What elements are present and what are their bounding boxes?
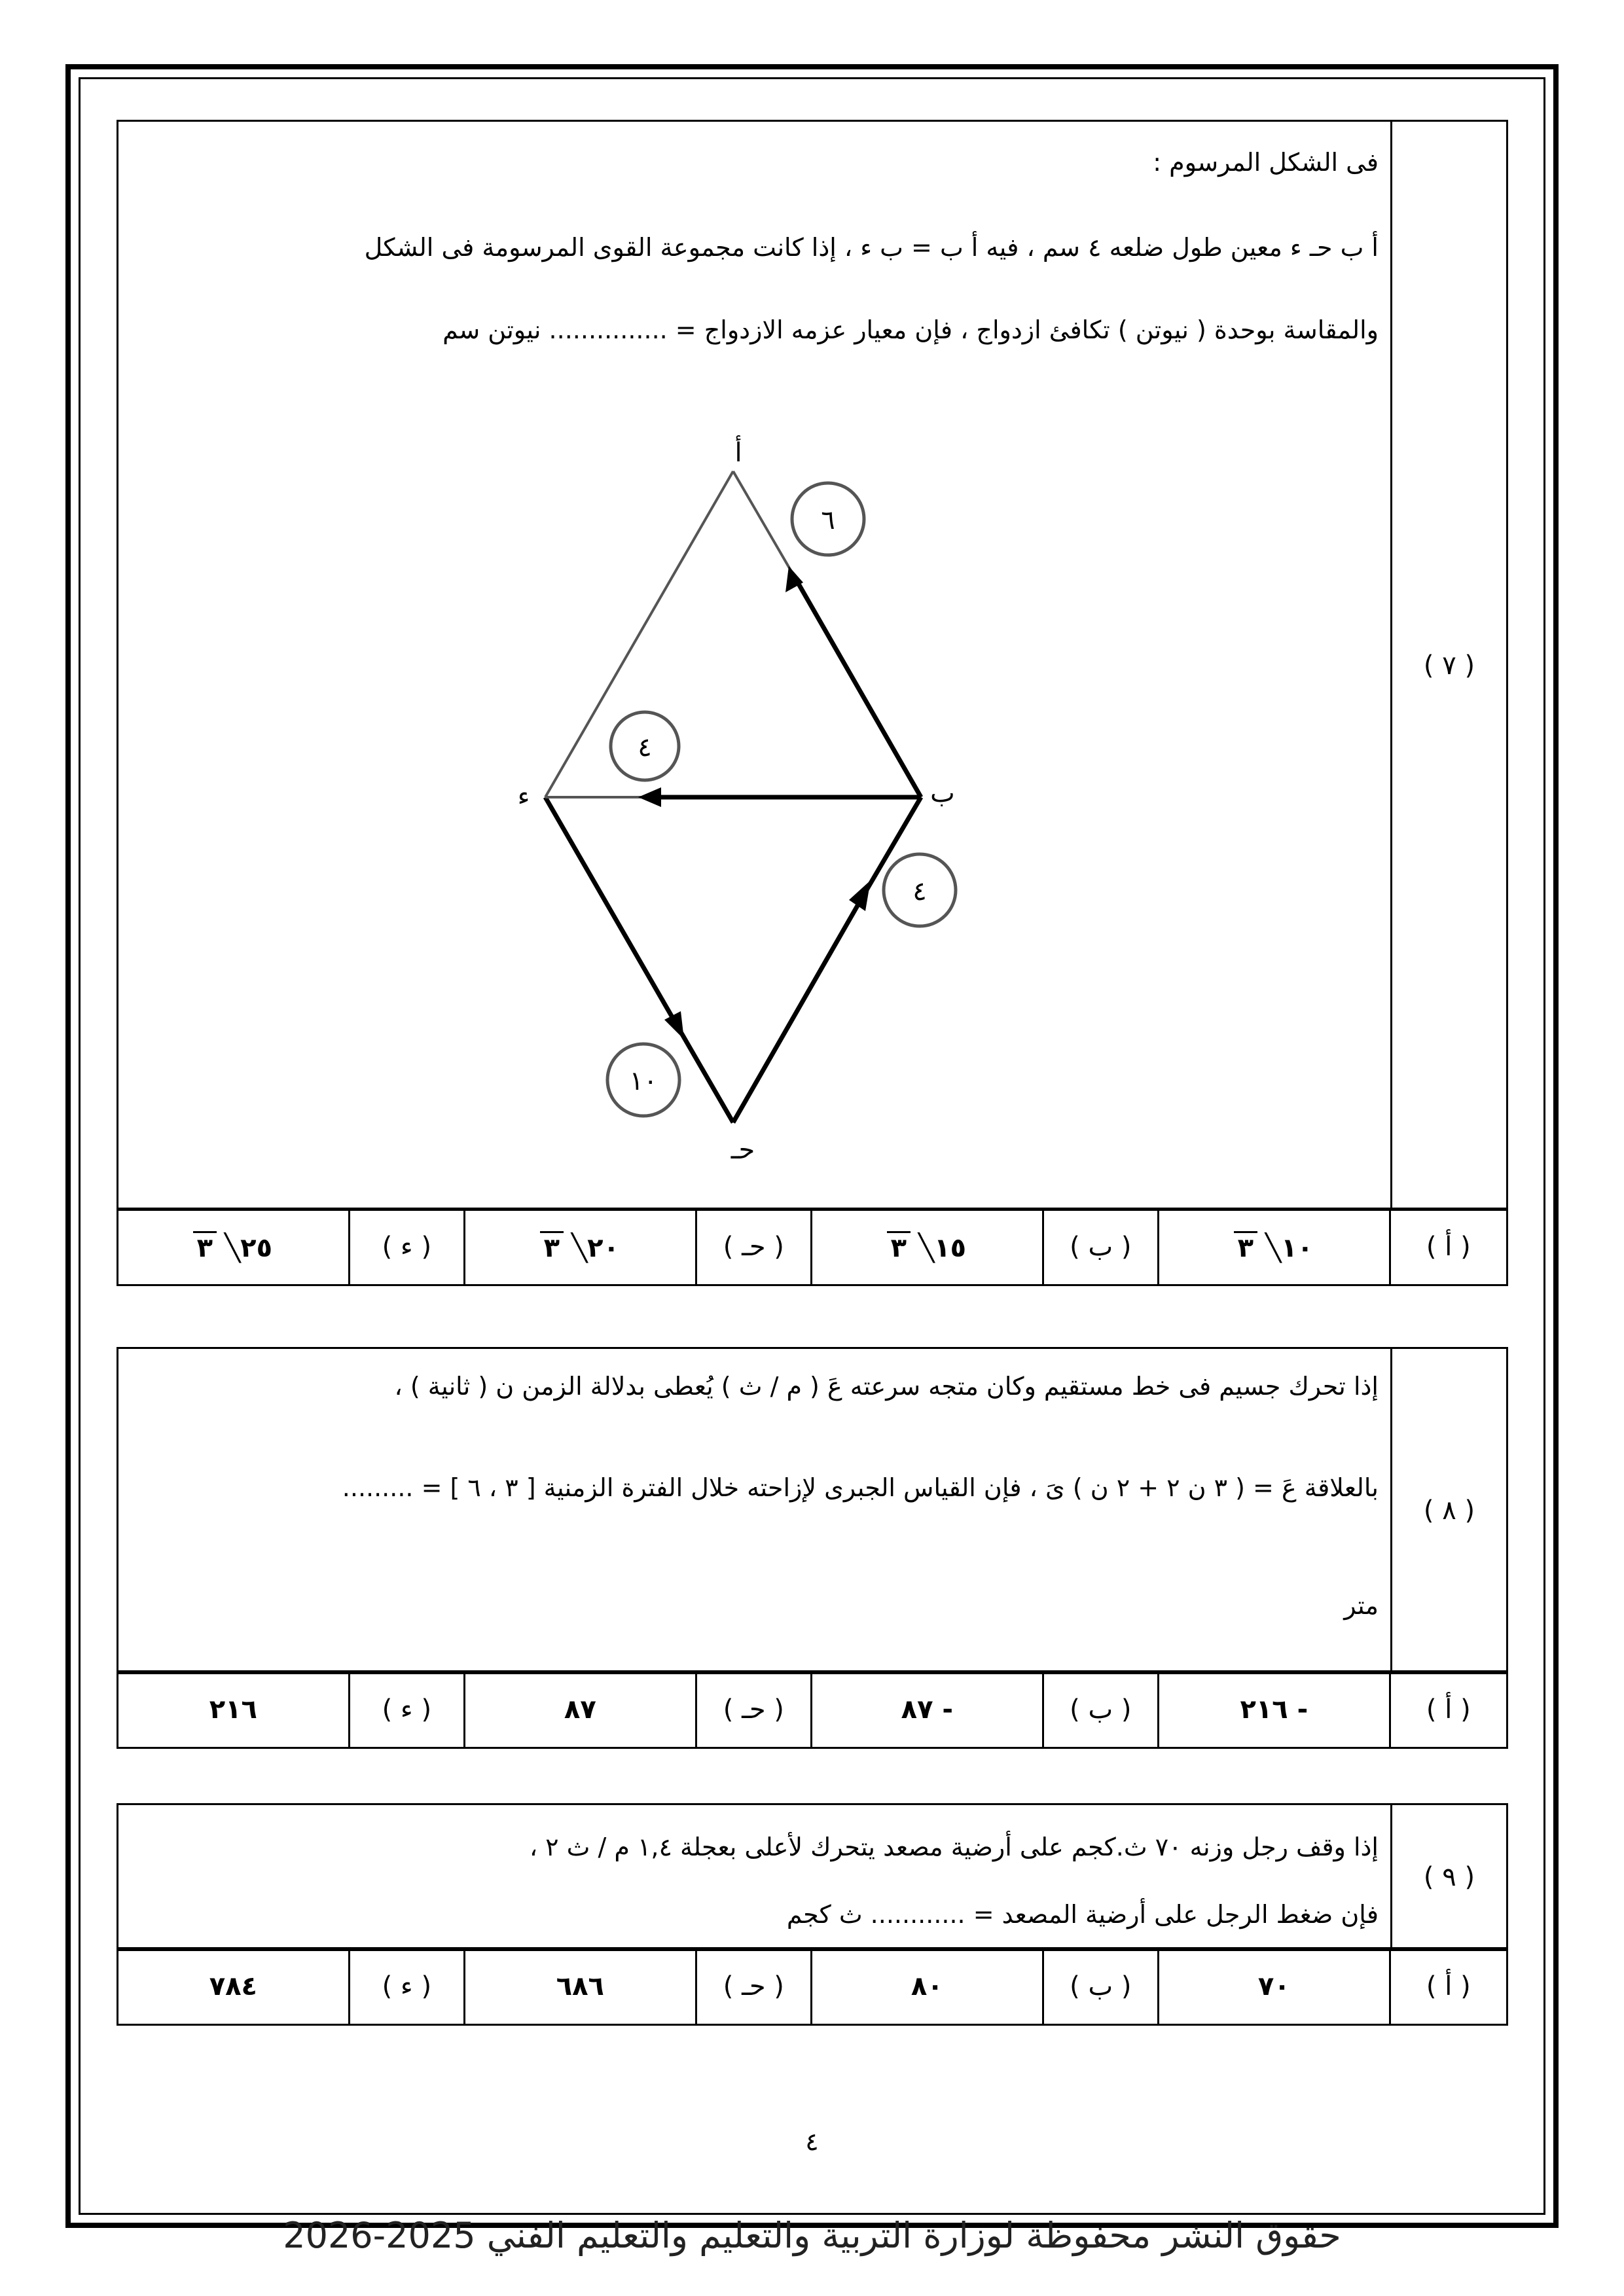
question-9-line-2: فإن ضغط الرجل على أرضية المصعد = ............ ث كجم: [786, 1900, 1379, 1929]
q8-choice-d-value[interactable]: ٢١٦: [118, 1672, 350, 1747]
q8-choice-c-label: ( حـ ): [697, 1672, 812, 1747]
question-7-number: ( ٧ ): [1390, 122, 1506, 1209]
q8-choice-b-value[interactable]: - ٨٧: [812, 1672, 1044, 1747]
q7-choice-d-label: ( ء ): [350, 1210, 465, 1284]
q8-choice-a-label: ( أ ): [1426, 1695, 1471, 1725]
force-label-bd: ٤: [638, 732, 652, 762]
force-line-ba: [794, 576, 921, 797]
force-label-ba: ٦: [821, 505, 835, 535]
question-8-box: [117, 1347, 1508, 1674]
q7-choice-a-value[interactable]: ٣ ╲ ١٠: [1159, 1210, 1391, 1284]
q7-choice-d-value[interactable]: ٣ ╲ ٢٥: [118, 1210, 350, 1284]
question-9-box: [117, 1803, 1508, 1951]
vertex-label-c: حـ: [731, 1135, 755, 1165]
q8-choice-d-label: ( ء ): [350, 1672, 465, 1747]
q7-choice-c-value[interactable]: ٣ ╲ ٢٠: [465, 1210, 697, 1284]
side-dc-rest: [677, 1026, 733, 1122]
q7-choice-c-label: ( حـ ): [697, 1210, 812, 1284]
q7-choice-b-value[interactable]: ٣ ╲ ١٥: [812, 1210, 1044, 1284]
question-8-choices: [117, 1670, 1508, 1749]
force-label-cb: ٤: [912, 876, 927, 906]
question-9-text: [118, 1805, 1390, 1949]
q9-choice-a-value[interactable]: ٧٠: [1159, 1949, 1391, 2024]
question-7-line-3: والمقاسة بوحدة ( نيوتن ) تكافئ ازدواج ، فإن معيار عزمه الازدواج = ............... نيوتن سم: [442, 315, 1379, 344]
question-7-choices: [117, 1208, 1508, 1286]
question-8-line-3: متر: [1344, 1591, 1379, 1620]
q9-choice-b-value[interactable]: ٨٠: [812, 1949, 1044, 2024]
question-9-choices: [117, 1947, 1508, 2026]
q8-choice-c-value[interactable]: ٨٧: [465, 1672, 697, 1747]
q9-choice-c-label: ( حـ ): [697, 1949, 812, 2024]
q9-choice-d-label: ( ء ): [350, 1949, 465, 2024]
page-number: ٤: [805, 2127, 819, 2156]
q9-choice-a-label: ( أ ): [1426, 1971, 1471, 2001]
force-label-dc: ١٠: [629, 1066, 658, 1096]
question-7-line-1: فى الشكل المرسوم :: [1153, 148, 1379, 177]
question-9-number: ( ٩ ): [1390, 1805, 1506, 1949]
vertex-label-b: ب: [930, 778, 955, 808]
question-9-line-1: إذا وقف رجل وزنه ٧٠ ث.كجم على أرضية مصعد يتحرك لأعلى بعجلة ١,٤ م / ث ٢ ،: [529, 1833, 1379, 1861]
vertex-label-d: ء: [517, 781, 530, 812]
force-line-dc: [545, 797, 677, 1026]
question-8-line-1: إذا تحرك جسيم فى خط مستقيم وكان متجه سرعته عَ ( م / ث ) يُعطى بدلالة الزمن ن ( ثانية ) ،: [394, 1372, 1379, 1401]
q8-choice-b-label: ( ب ): [1044, 1672, 1159, 1747]
q8-choice-a-value[interactable]: - ٢١٦: [1159, 1672, 1391, 1747]
question-8-text: [118, 1349, 1390, 1672]
q7-choice-b-label: ( ب ): [1044, 1210, 1159, 1284]
arrowhead-cb: [849, 880, 871, 911]
arrowhead-dc: [664, 1011, 684, 1039]
q7-choice-a-label: ( أ ): [1426, 1232, 1471, 1262]
q9-choice-c-value[interactable]: ٦٨٦: [465, 1949, 697, 2024]
q9-choice-d-value[interactable]: ٧٨٤: [118, 1949, 350, 2024]
side-ba-rest: [733, 471, 794, 576]
question-8-line-2: بالعلاقة عَ = ( ٣ ن ٢ + ٢ ن ) ىَ ، فإن القياس الجبرى لإزاحته خلال الفترة الزمنية [ ٣ ، ٦ ] = .........: [342, 1473, 1379, 1502]
vertex-label-a: أ: [734, 438, 742, 468]
q9-choice-b-label: ( ب ): [1044, 1949, 1159, 2024]
arrowhead-bd: [638, 787, 661, 807]
copyright-footer: حقوق النشر محفوظة لوزارة التربية والتعليم والتعليم الفني 2025-2026: [283, 2215, 1341, 2256]
force-line-cb: [733, 900, 861, 1122]
question-8-number: ( ٨ ): [1390, 1349, 1506, 1672]
question-7-line-2: أ ب حـ ء معين طول ضلعه ٤ سم ، فيه أ ب = ب ء ، إذا كانت مجموعة القوى المرسومة فى الشكل: [364, 233, 1379, 262]
